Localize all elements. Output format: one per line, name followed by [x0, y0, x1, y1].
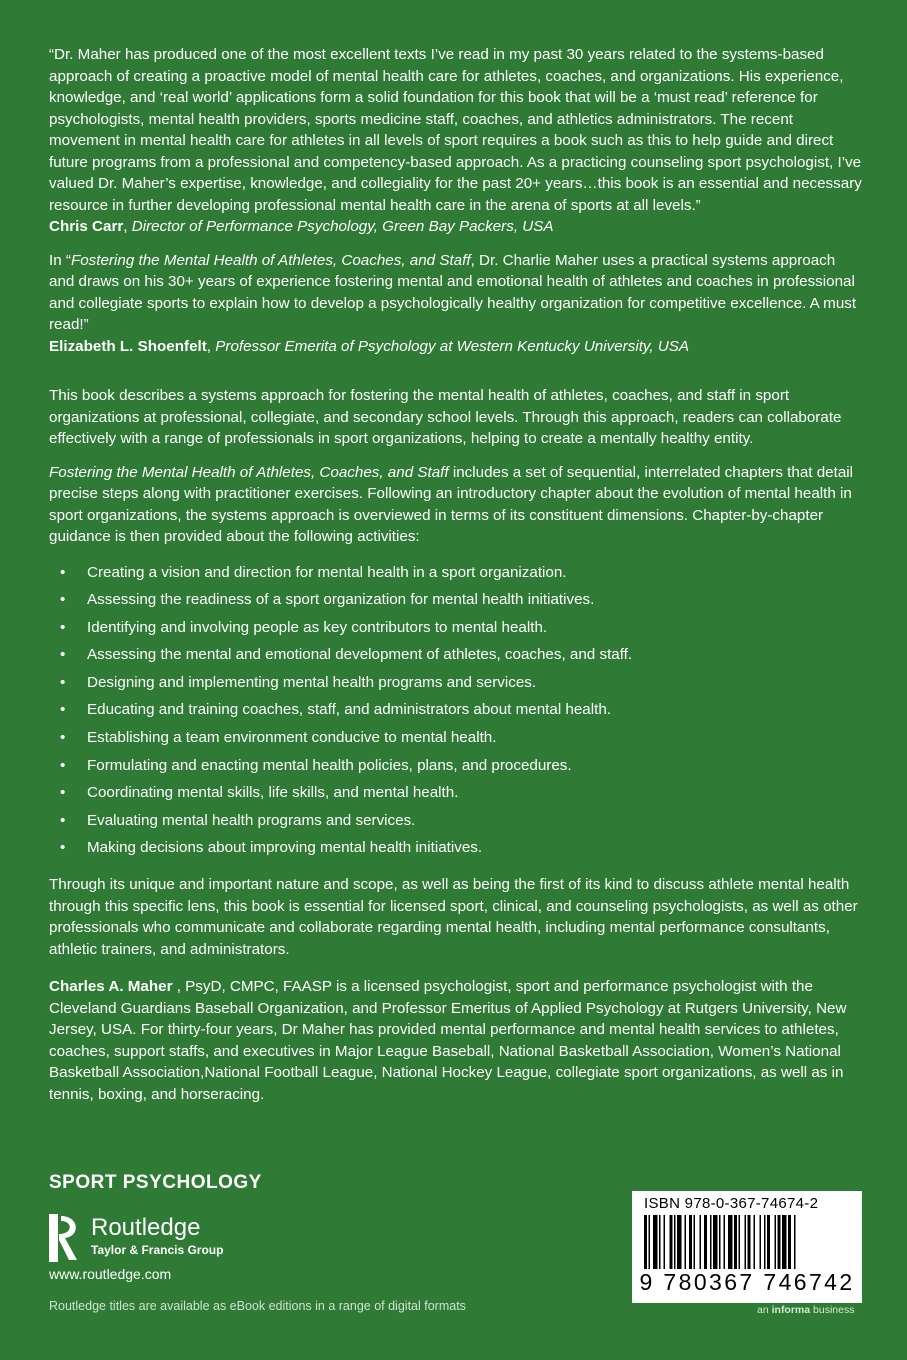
activity-item — [49, 807, 864, 835]
bullet-icon: • — [60, 701, 66, 719]
bullet-icon: • — [60, 784, 66, 802]
activity-text: Formulating and enacting mental health policies, plans, and procedures. — [87, 756, 572, 774]
back-cover-text — [49, 44, 864, 1105]
bullet-icon: • — [60, 673, 66, 691]
activity-item — [49, 614, 864, 642]
activity-item — [49, 696, 864, 724]
activity-text: Establishing a team environment conducive to mental health. — [87, 729, 497, 747]
endorsement-1-role: Director of Performance Psychology, Green Bay Packers, USA — [131, 218, 554, 235]
author-bio — [49, 976, 864, 1105]
author-bio-text: , PsyD, CMPC, FAASP is a licensed psychologist, sport and performance psychologist with the Cleveland Guardians Baseball Organization, and Professor Emeritus of Applied Psychology at Rutgers University, New Jersey, USA. For thirty-four years, Dr Maher has provided mental performance and mental health services to athletes, coaches, support staffs, and executives in Major League Baseball, National Basketball Association, Women’s National Basketball Association,National Football League, National Hockey League, collegiate sport organizations, as well as in tennis, boxing, and horseracing. — [49, 978, 847, 1103]
activity-item — [49, 779, 864, 807]
activity-item — [49, 752, 864, 780]
description-paragraph-2 — [49, 462, 864, 548]
activity-text: Identifying and involving people as key contributors to mental health. — [87, 618, 548, 636]
endorsement-1-attribution: Chris Carr, Director of Performance Psychology, Green Bay Packers, USA — [49, 218, 554, 235]
activity-text: Designing and implementing mental health programs and services. — [87, 673, 537, 691]
barcode-digits: 9 780367 746742 — [639, 1269, 855, 1295]
activity-text: Assessing the mental and emotional development of athletes, coaches, and staff. — [87, 646, 633, 664]
endorsement-2-quote — [49, 250, 864, 336]
activity-text: Making decisions about improving mental health initiatives. — [87, 839, 483, 857]
closing-paragraph: Through its unique and important nature and scope, as well as being the first of its kind to discuss athlete mental health through this specific lens, this book is essential for licensed sport, clinical, and counseling psychologists, as well as other professionals who communicate and collaborate regarding mental health, including mental performance consultants, athletic trainers, and administrators. — [49, 876, 858, 958]
bullet-icon: • — [60, 729, 66, 747]
activity-text: Creating a vision and direction for mental health in a sport organization. — [87, 563, 567, 581]
informa-brand: informa — [771, 1304, 811, 1316]
bullet-icon: • — [60, 646, 66, 664]
bullet-icon: • — [60, 563, 66, 581]
endorsement-1-name: Chris Carr — [49, 218, 124, 235]
isbn-label: ISBN 978-0-367-74674-2 — [644, 1195, 819, 1212]
endorsement-2-title: Fostering the Mental Health of Athletes, Coaches, and Staff — [70, 251, 471, 269]
activities-list — [49, 559, 864, 863]
routledge-logo-icon — [49, 1214, 85, 1262]
publisher-group: Taylor & Francis Group — [91, 1243, 224, 1257]
description-paragraph-1: This book describes a systems approach for fostering the mental health of athletes, coaches, and staff in sport organizations at professional, collegiate, and secondary school levels. Through this approach, readers can collaborate effectively with a range of professionals in sport organizations, helping to create a mentally healthy entity. — [49, 387, 842, 447]
bullet-icon: • — [60, 811, 66, 829]
ebook-note: Routledge titles are available as eBook editions in a range of digital formats — [49, 1299, 466, 1313]
endorsement-2-attribution: Elizabeth L. Shoenfelt, Professor Emerita of Psychology at Western Kentucky University, USA — [49, 337, 690, 355]
publisher-url: www.routledge.com — [49, 1266, 172, 1282]
bullet-icon: • — [60, 591, 66, 609]
endorsement-2-name: Elizabeth L. Shoenfelt — [49, 337, 207, 355]
activity-text: Evaluating mental health programs and services. — [87, 811, 416, 829]
activity-text: Assessing the readiness of a sport organization for mental health initiatives. — [87, 591, 595, 609]
bullet-icon: • — [60, 756, 66, 774]
activity-text: Coordinating mental skills, life skills, and mental health. — [87, 784, 459, 802]
endorsement-2-rest: , Dr. Charlie Maher uses a practical systems approach and draws on his 30+ years of experience fostering mental and emotional health of athletes and coaches in professional and collegiate sports to explain how to develop a psychologically healthy organization for competitive excellence. A must read!” — [49, 251, 857, 333]
bullet-icon: • — [60, 618, 66, 636]
activity-text: Educating and training coaches, staff, and administrators about mental health. — [87, 701, 612, 719]
activity-item — [49, 834, 864, 862]
barcode-icon — [640, 1215, 854, 1271]
publisher-name: Routledge — [91, 1214, 201, 1241]
activity-item — [49, 559, 864, 587]
endorsement-1-quote: “Dr. Maher has produced one of the most excellent texts I’ve read in my past 30 years related to the systems-based approach of creating a proactive model of mental health care for athletes, coaches, and organizations. His experience, knowledge, and ‘real world’ applications form a solid foundation for this book that will be a ‘must read’ reference for psychologists, mental health providers, sports medicine staff, coaches, and athletics administrators. The recent movement in mental health care for athletes in all levels of sport requires a book such as this to help guide and direct future programs from a professional and competency-based approach. As a practicing counseling sport psychologist, I’ve valued Dr. Maher’s expertise, knowledge, and collegiality for the past 20+ years…this book is an essential and necessary resource in further developing professional mental health care in the arena of sports at all levels.” — [49, 46, 862, 214]
endorsement-2-role: Professor Emerita of Psychology at Western Kentucky University, USA — [215, 337, 690, 355]
bullet-icon: • — [60, 839, 66, 857]
subject-category: SPORT PSYCHOLOGY — [49, 1172, 262, 1193]
informa-note — [757, 1304, 854, 1316]
informa-suffix: business — [810, 1304, 855, 1316]
activity-item — [49, 586, 864, 614]
barcode-panel — [632, 1191, 862, 1303]
author-name: Charles A. Maher — [49, 978, 173, 996]
publisher-logo — [49, 1214, 269, 1262]
activity-item — [49, 641, 864, 669]
description-paragraph-2-rest: includes a set of sequential, interrelated chapters that detail precise steps along with practitioner exercises. Following an introductory chapter about the evolution of mental health in sport organizations, the systems approach is overviewed in terms of its constituent dimensions. Chapter-by-chapter guidance is then provided about the following activities: — [49, 463, 854, 545]
activity-item — [49, 724, 864, 752]
activity-item — [49, 669, 864, 697]
description-book-title: Fostering the Mental Health of Athletes, Coaches, and Staff — [49, 463, 449, 481]
informa-prefix: an — [757, 1304, 772, 1316]
endorsement-2-prefix: In “ — [49, 251, 71, 269]
